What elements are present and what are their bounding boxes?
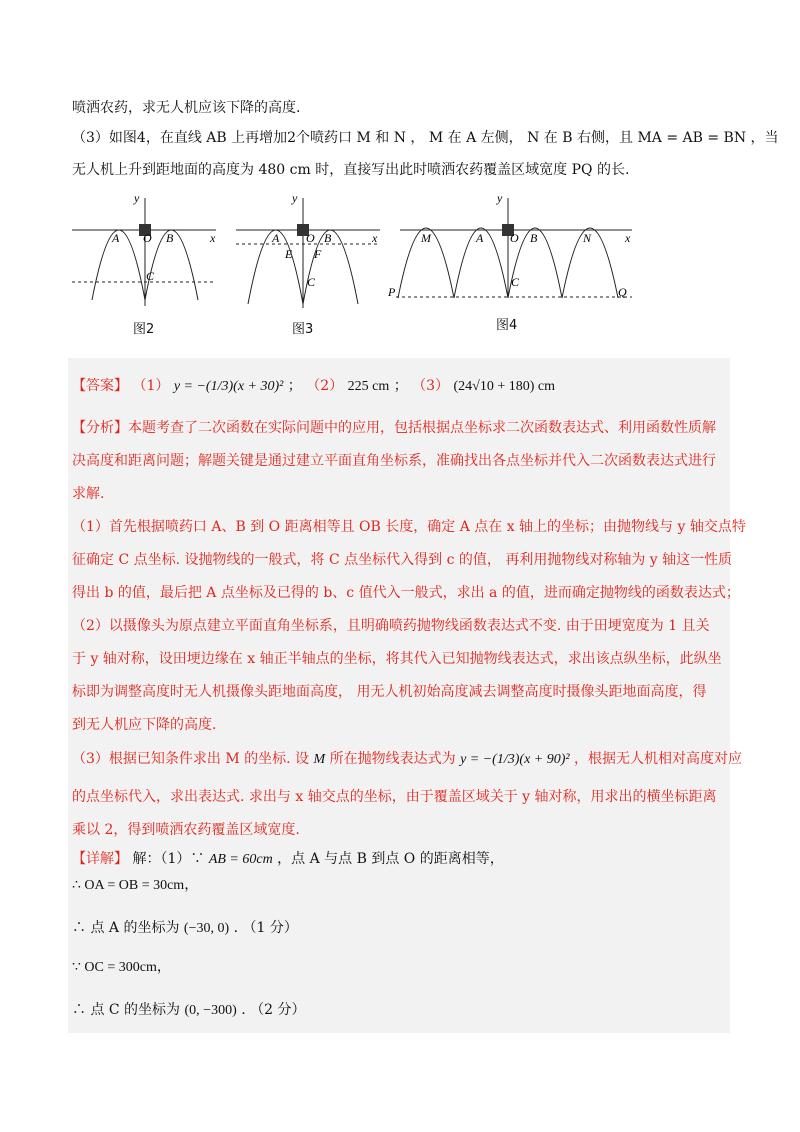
fig4-label-M: M <box>421 231 431 245</box>
fig2-label-B: B <box>166 231 174 245</box>
figure-4 <box>387 191 632 299</box>
analysis-line: 于 y 轴对称，设田埂边缘在 x 轴正半轴点的坐标，将其代入已知抛物线表达式，求出该点纵坐标，此纵坐 <box>72 651 722 667</box>
answer-part3-label: （3） <box>412 378 450 394</box>
fig3-label-A: A <box>272 231 280 245</box>
answer-part1-expr: y = −(1/3)(x + 30)² <box>173 379 284 394</box>
detail-l3-text-a: ∴ 点 A 的坐标为 <box>72 920 180 936</box>
analysis-part3-line-2: 的点坐标代入，求出表达式. 求出与 x 轴交点的坐标，由于覆盖区域关于 y 轴对称，用求出的横坐标距离 <box>72 789 717 805</box>
question-line-2: （3）如图4，在直线 AB 上再增加2个喷药口 M 和 N ， M 在 A 左侧， N 在 B 右侧，且 MA = AB = BN ，当 <box>72 130 779 146</box>
analysis-line: 【分析】本题考查了二次函数在实际问题中的应用，包括根据点坐标求二次函数表达式、利用函数性质解 <box>72 420 716 436</box>
fig4-label-y: y <box>497 191 503 205</box>
figure-3 <box>236 191 380 308</box>
analysis-line: 标即为调整高度时无人机摄像头距地面高度， 用无人机初始高度减去调整高度时摄像头距地面高度，得 <box>72 684 707 700</box>
detail-tag: 【详解】 <box>72 851 128 867</box>
analysis-line: （1）首先根据喷药口 A、B 到 O 距离相等且 OB 长度，确定 A 点在 x 轴上的坐标；由抛物线与 y 轴交点特 <box>72 519 746 535</box>
fig3-label-y: y <box>292 191 298 205</box>
analysis-part3-line-1 <box>72 749 742 770</box>
fig4-label-B: B <box>530 231 538 245</box>
detail-line-3 <box>72 918 298 939</box>
fig4-label-Q: Q <box>618 285 627 299</box>
answer-line <box>72 376 555 397</box>
detail-line-5 <box>72 1000 305 1021</box>
detail-line-4: ∵ OC = 300cm， <box>72 960 171 975</box>
question-line-3: 无人机上升到距地面的高度为 480 cm 时，直接写出此时喷洒农药覆盖区域宽度 PQ 的长. <box>72 162 630 178</box>
fig3-label-B: B <box>324 231 332 245</box>
figure-2 <box>72 191 216 306</box>
fig4-label-C: C <box>511 275 520 289</box>
fig4-caption: 图4 <box>496 318 518 333</box>
detail-line-2: ∴ OA = OB = 30cm， <box>72 878 199 893</box>
answer-tag: 【答案】 <box>72 378 128 394</box>
fig2-caption: 图2 <box>133 322 155 337</box>
analysis-line: （2）以摄像头为原点建立平面直角坐标系，且明确喷药抛物线函数表达式不变. 由于田埂宽度为 1 且关 <box>72 618 710 634</box>
fig3-label-C: C <box>307 275 316 289</box>
answer-part3-expr: (24√10 + 180) cm <box>453 379 556 394</box>
fig4-label-x: x <box>625 231 631 245</box>
analysis-part3-text-a: （3）根据已知条件求出 M 的坐标. 设 <box>72 751 310 767</box>
answer-part2-label: （2） <box>306 378 344 394</box>
fig3-label-x: x <box>372 231 378 245</box>
detail-l3-expr: (−30, 0) <box>183 921 230 936</box>
answer-part2-expr: 225 cm <box>347 379 390 394</box>
fig3-label-E: E <box>285 247 293 261</box>
detail-l5-text-b: . （2 分） <box>241 1002 306 1018</box>
detail-l3-text-b: . （1 分） <box>233 920 298 936</box>
detail-l1-text-a: 解：（1）∵ <box>132 851 205 867</box>
fig2-label-O: O <box>143 231 152 245</box>
analysis-part3-line-3: 乘以 2，得到喷洒农药覆盖区域宽度. <box>72 822 300 838</box>
fig4-label-A: A <box>476 231 484 245</box>
figures-row <box>0 188 800 348</box>
detail-line-1 <box>72 849 504 870</box>
detail-l5-expr: (0, −300) <box>184 1003 237 1018</box>
analysis-part3-M: M <box>313 752 326 767</box>
detail-l1-expr: AB = 60cm <box>208 852 273 867</box>
detail-l5-text-a: ∴ 点 C 的坐标为 <box>72 1002 181 1018</box>
fig3-label-F: F <box>314 247 322 261</box>
analysis-line: 决高度和距离问题；解题关键是通过建立平面直角坐标系，准确找出各点坐标并代入二次函数表达式进行 <box>72 453 716 469</box>
answer-sep-2: ； <box>393 378 408 394</box>
fig4-label-P: P <box>388 285 396 299</box>
fig2-label-x: x <box>210 231 216 245</box>
fig2-label-C: C <box>146 269 155 283</box>
answer-sep-1: ； <box>287 378 302 394</box>
analysis-part3-text-c: ，根据无人机相对高度对应 <box>574 751 743 767</box>
fig2-label-A: A <box>112 231 120 245</box>
analysis-line: 得出 b 的值，最后把 A 点坐标及已得的 b、c 值代入一般式，求出 a 的值，进而确定抛物线的函数表达式； <box>72 585 740 601</box>
fig4-label-N: N <box>583 231 592 245</box>
analysis-part3-expr: y = −(1/3)(x + 90)² <box>460 752 570 767</box>
fig4-label-O: O <box>510 231 519 245</box>
answer-part1-label: （1） <box>132 378 170 394</box>
analysis-part3-text-b: 所在抛物线表达式为 <box>329 751 456 767</box>
detail-l1-text-b: ，点 A 与点 B 到点 O 的距离相等， <box>277 851 504 867</box>
analysis-line: 到无人机应下降的高度. <box>72 717 217 733</box>
fig3-caption: 图3 <box>292 322 314 337</box>
question-line-1: 喷洒农药，求无人机应该下降的高度. <box>72 100 301 116</box>
analysis-line: 征确定 C 点坐标. 设抛物线的一般式，将 C 点坐标代入得到 c 的值， 再利用抛物线对称轴为 y 轴这一性质 <box>72 552 733 568</box>
fig3-label-O: O <box>306 231 315 245</box>
analysis-line: 求解. <box>72 486 105 502</box>
fig2-label-y: y <box>134 191 140 205</box>
